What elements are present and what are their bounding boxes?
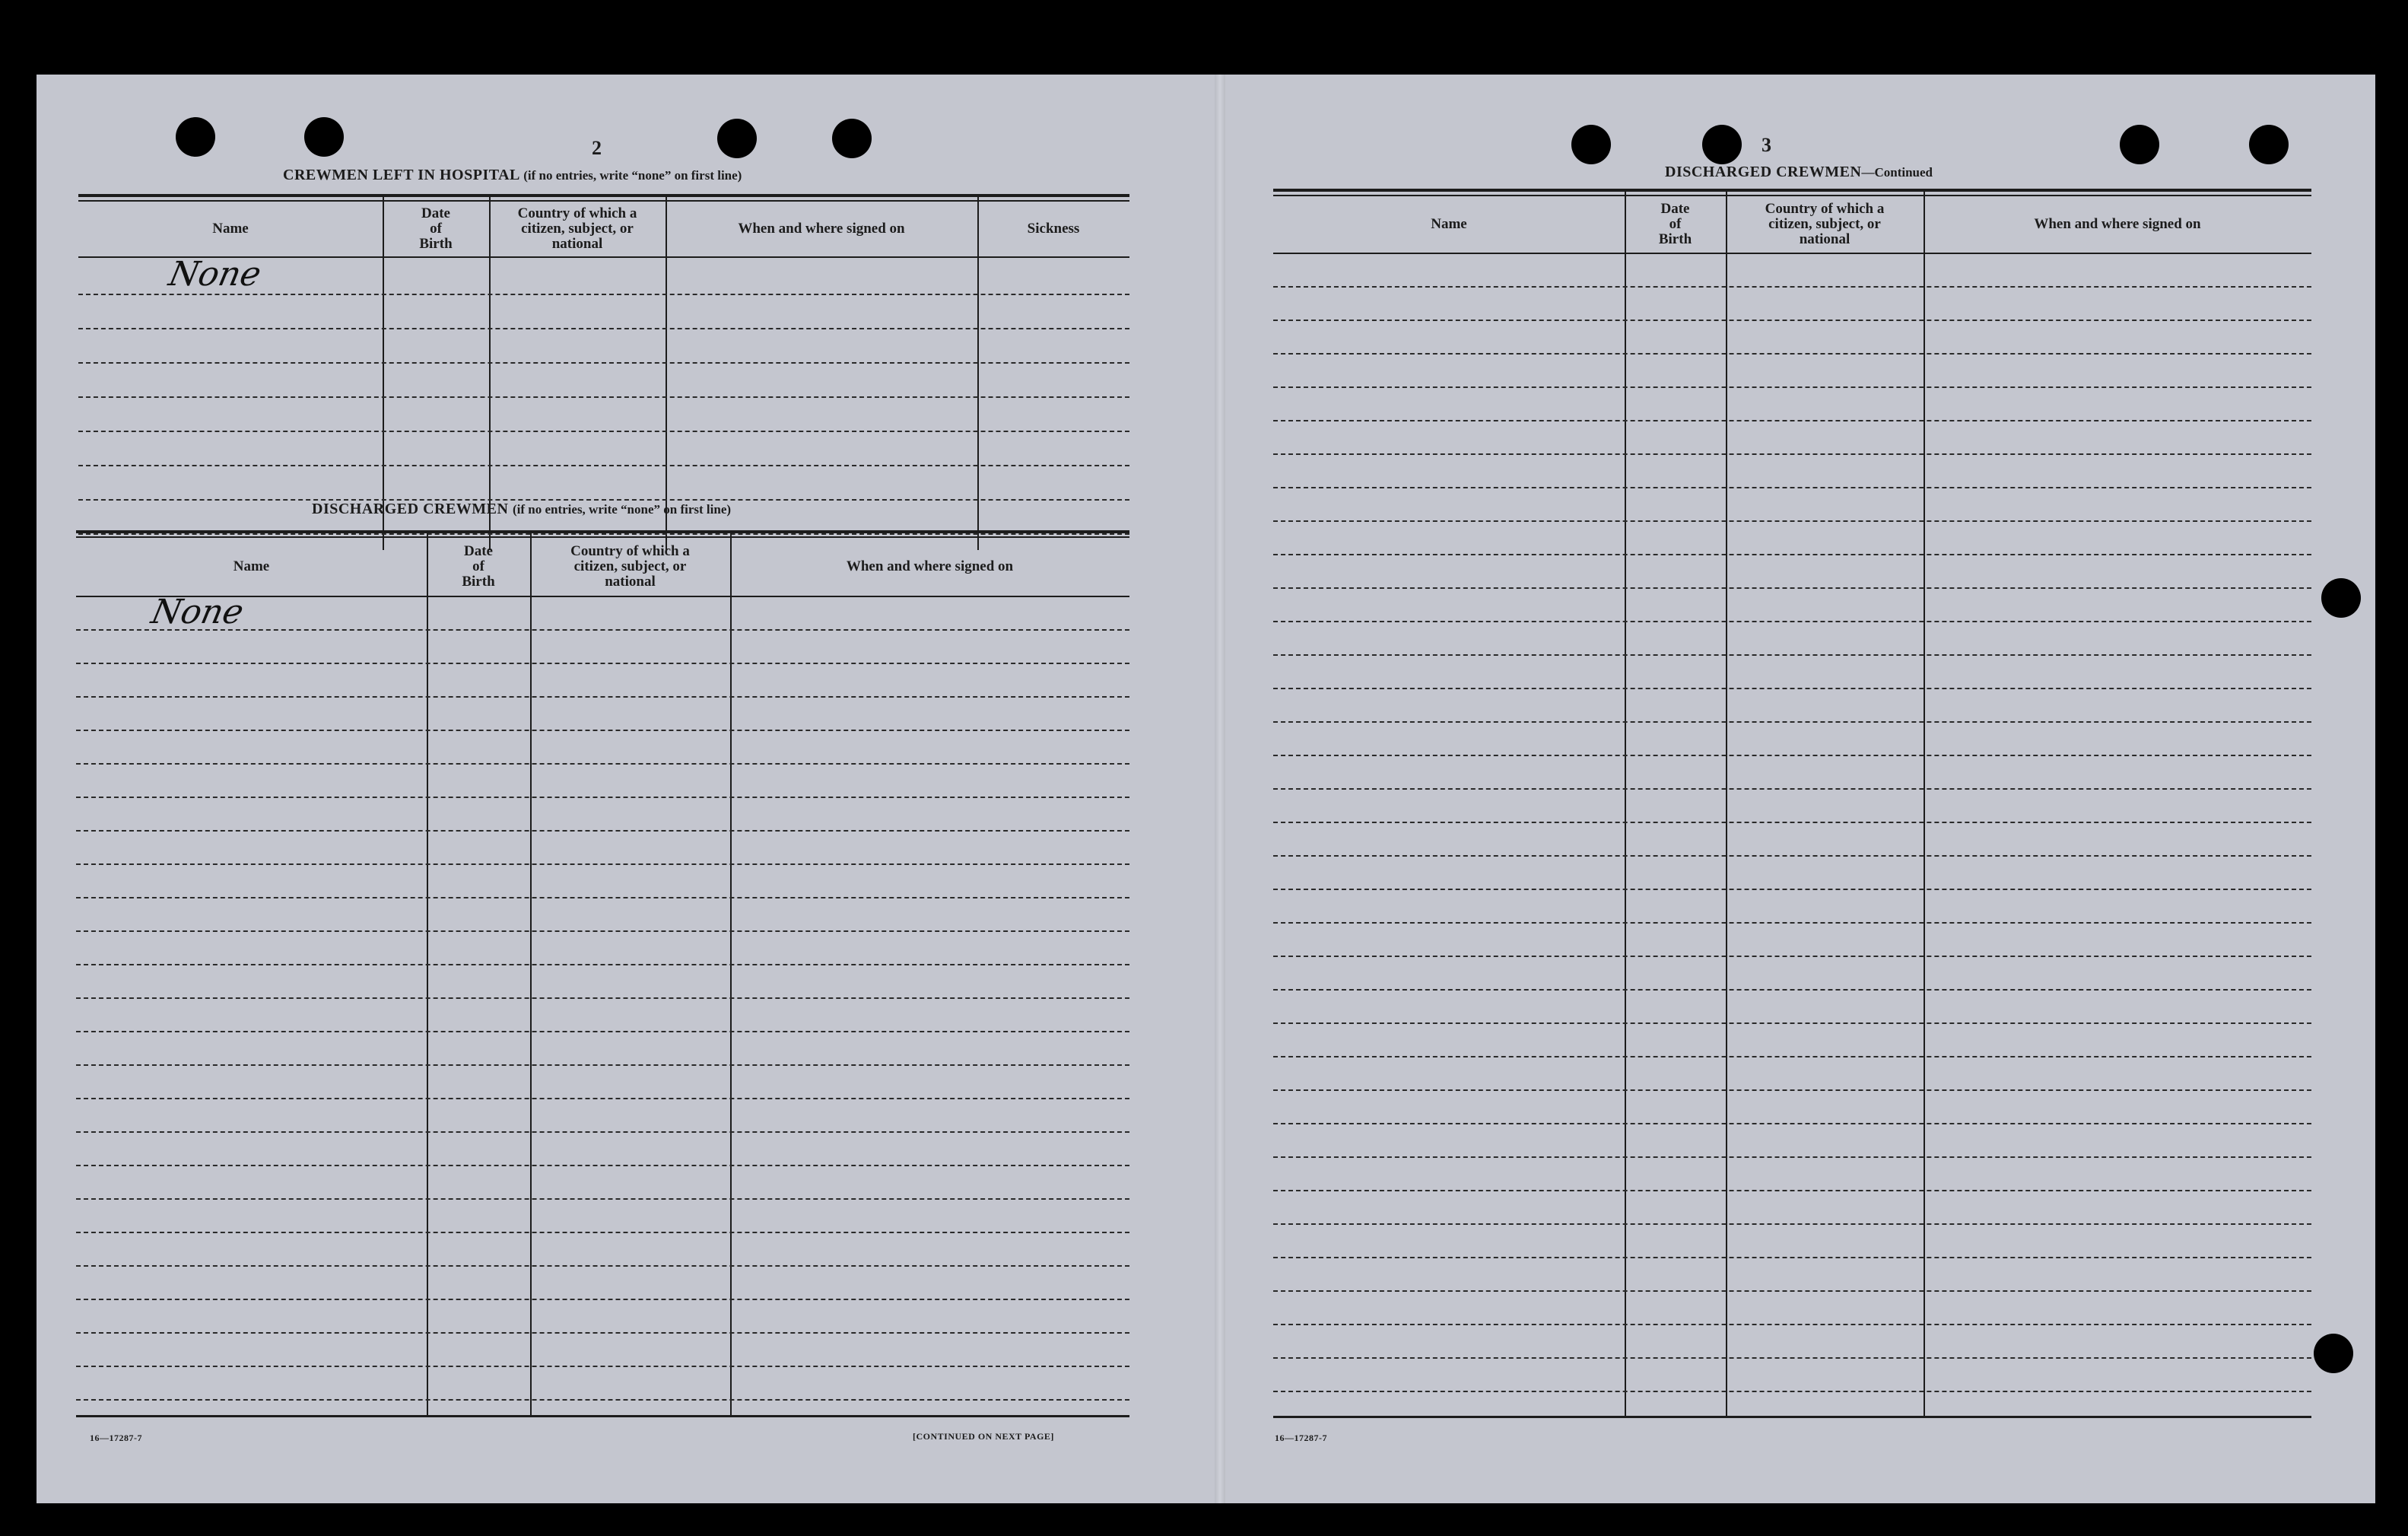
continued-note: [CONTINUED ON NEXT PAGE]: [913, 1431, 1054, 1442]
column-header-name: Name: [233, 558, 270, 574]
handwritten-entry: None: [165, 255, 265, 294]
column-header-name: Name: [1431, 216, 1467, 232]
discharged-table: [76, 530, 1129, 1417]
punch-hole: [1702, 125, 1742, 164]
scanned-form-sheet: [37, 75, 2375, 1503]
page-number: 3: [1762, 134, 1771, 156]
punch-hole: [2314, 1334, 2353, 1373]
column-header-name: Name: [212, 221, 249, 237]
column-header-country: Country of which a citizen, subject, or national: [570, 543, 690, 590]
column-header-sickness: Sickness: [1027, 221, 1080, 237]
discharged-section-title: DISCHARGED CREWMEN (if no entries, write “none” on first line): [312, 501, 732, 517]
column-header-date-of-birth: Date of Birth: [419, 205, 453, 252]
right-page: [1225, 75, 2375, 1503]
punch-hole: [176, 117, 215, 157]
punch-hole: [717, 119, 757, 158]
handwritten-entry: None: [148, 593, 247, 631]
hospital-section-title: CREWMEN LEFT IN HOSPITAL (if no entries, write “none” on first line): [283, 167, 742, 183]
left-page: [37, 75, 1215, 1503]
discharged-continued-title: DISCHARGED CREWMEN—Continued: [1665, 164, 1933, 180]
punch-hole: [2120, 125, 2159, 164]
punch-hole: [2321, 578, 2361, 618]
punch-hole: [832, 119, 872, 158]
page-fold: [1215, 75, 1225, 1503]
punch-hole: [304, 117, 344, 157]
column-header-country: Country of which a citizen, subject, or national: [517, 205, 637, 252]
form-number: 16—17287-7: [1275, 1433, 1327, 1443]
column-header-signed-on: When and where signed on: [846, 558, 1014, 574]
column-header-date-of-birth: Date of Birth: [462, 543, 495, 590]
punch-hole: [1571, 125, 1611, 164]
column-header-signed-on: When and where signed on: [2034, 216, 2201, 232]
form-number: 16—17287-7: [90, 1433, 142, 1443]
column-header-signed-on: When and where signed on: [738, 221, 905, 237]
punch-hole: [2249, 125, 2289, 164]
column-header-country: Country of which a citizen, subject, or national: [1765, 201, 1885, 247]
hospital-table: [78, 194, 1129, 550]
column-header-date-of-birth: Date of Birth: [1658, 201, 1692, 247]
page-number: 2: [592, 137, 602, 159]
discharged-continued-table: [1273, 189, 2311, 1418]
